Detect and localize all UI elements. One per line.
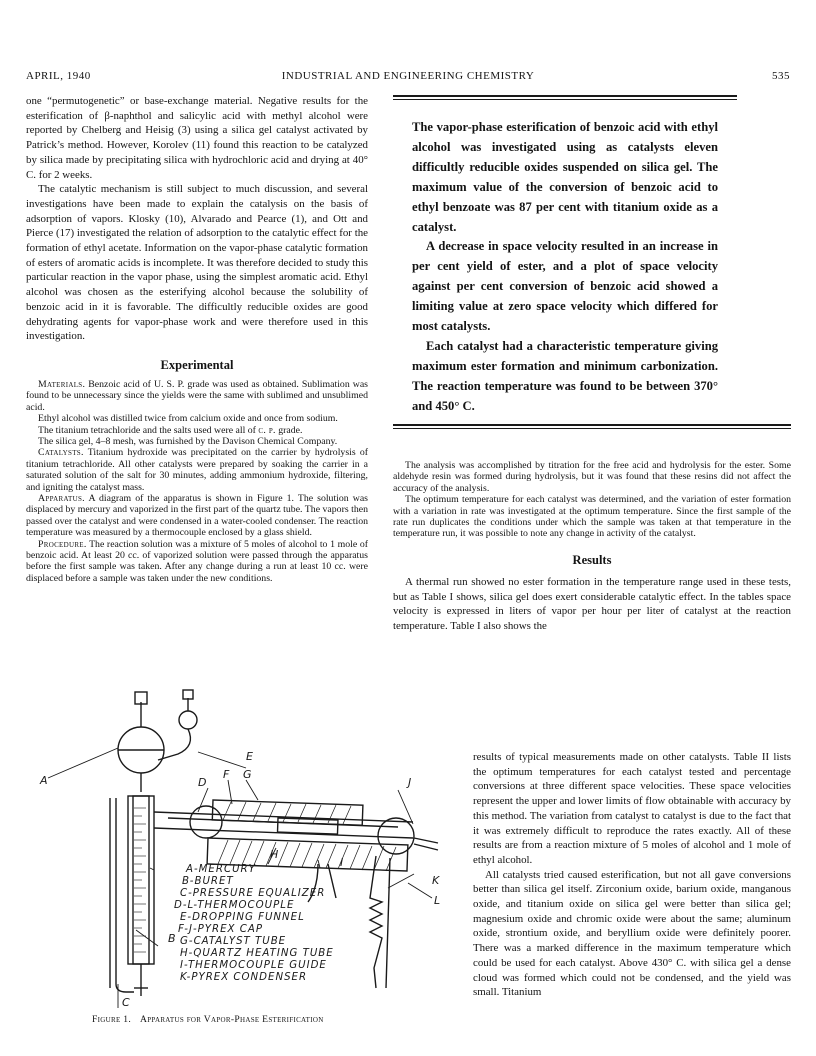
pyrex-cap-j (378, 818, 414, 854)
titanium-grade: grade. (278, 424, 303, 436)
titanium-paragraph (26, 425, 368, 436)
abstract-box (412, 118, 718, 417)
cp-grade: c. p. (258, 424, 276, 436)
results-continued: results of typical measurements made on other catalysts. Table II lists the optimum temperatures for each catalyst tested and percentage conversions at three different space velocities. These space velocities represent the upper and lower limits of flow obtainable with accuracy by this method. The variation from catalyst to catalyst is due to the fact that it was extremely difficult to reproduce the rates exactly. All of these results are from a reaction mixture of 5 moles of alcohol and 1 mole of ethyl alcohol. (473, 751, 791, 866)
abstract-paragraph-3: Each catalyst had a characteristic temperature giving maximum ester formation and minimum carbonization. The reaction temperature was found to be between 370° and 450° C. (412, 338, 718, 413)
results-paragraph: A thermal run showed no ester formation in the temperature range used in these tests, but as Table I shows, silica gel does exert considerable catalytic effect. In the tables space velocity is expressed in liters of vapor per hour per liter of catalyst at the reaction temperature. Table I also shows the (393, 575, 791, 632)
page-number: 535 (772, 70, 790, 82)
running-header (26, 70, 790, 84)
apparatus-paragraph (26, 493, 368, 539)
abstract-bottom-rule-2 (393, 428, 791, 429)
abstract-paragraph-2: A decrease in space velocity resulted in an increase in per cent yield of ester, and a plot of space velocity against per cent conversion of benzoic acid showed a limiting value at zero space velocity which differed for most catalysts. (412, 239, 718, 334)
legend-d-l: D-L-THERMOCOUPLE (174, 900, 295, 911)
procedure-paragraph (26, 539, 368, 585)
label-i: I (340, 856, 344, 869)
right-column-narrow (473, 750, 791, 1000)
silica-paragraph: The silica gel, 4–8 mesh, was furnished by the Davison Chemical Company. (38, 435, 338, 447)
analysis-paragraph: The analysis was accomplished by titration for the free acid and hydrolysis for the ester. Some aldehyde resin was formed during hydrolysis, but it was found that these resins did not affect the accuracy of the analysis. (393, 460, 791, 494)
intro-paragraph-1: one “permutogenetic” or base-exchange material. Negative results for the esterification of β-naphthol and salicylic acid with methyl alcohol were reported by Chelberg and Heisig (3) using a silica gel catalyst activated by Patrick’s method. However, Korolev (11) found this reaction to be catalyzed by silica made by precipitating silica with hydrochloric acid and drying at 40° C. for 2 weeks. (26, 95, 368, 181)
procedure-label: Procedure. (38, 538, 87, 550)
condenser (370, 856, 382, 988)
legend-a: A-MERCURY (186, 864, 256, 875)
apparatus-figure (18, 688, 478, 1008)
catalysts-label: Catalysts. (38, 447, 84, 459)
abstract-bottom-rule (393, 424, 791, 426)
catalysts-paragraph (26, 447, 368, 493)
legend-k: K-PYREX CONDENSER (180, 972, 308, 983)
legend-i: I-THERMOCOUPLE GUIDE (180, 960, 327, 971)
pressure-equalizer (116, 798, 134, 992)
figure-caption-label: Figure 1. (92, 1014, 132, 1025)
legend-g: G-CATALYST TUBE (180, 936, 287, 947)
legend-e: E-DROPPING FUNNEL (180, 912, 305, 923)
optimum-paragraph: The optimum temperature for each catalyst was determined, and the variation of ester formation with a variation in rate was investigated at the optimum temperature. Since the first sample of the rate run duplicates the conditions under which the sample was taken at that temperature in the temperature run, it was possible to note any change in activity of the catalyst. (393, 494, 791, 540)
legend-h: H-QUARTZ HEATING TUBE (180, 948, 334, 959)
ethyl-paragraph: Ethyl alcohol was distilled twice from calcium oxide and once from sodium. (38, 413, 338, 425)
apparatus-label: Apparatus. (38, 493, 85, 505)
intro-paragraph-2: The catalytic mechanism is still subject to much discussion, and several investigations have been made to explain the catalysis on the basis of adsorption of vapors. Klosky (10), Alvarado and Pearce (1), and Ott and Pierce (17) investigated the relation of adsorption to the catalytic effect for the formation of ethyl acetate. Information on the vapor-phase catalytic formation of esters of aromatic acids is incomplete. It was therefore decided to study this particular reaction in the vapor phase, using the simplest aromatic acid. Ethyl alcohol was chosen as the esterifying alcohol because the solubility of benzoic acid in it is favorable. The difficultly reducible oxides are good dehydrating agents for vapor-phase work and were therefore used in this investigation. (26, 183, 368, 343)
figure-caption (92, 1014, 324, 1025)
header-date: APRIL, 1940 (26, 70, 91, 82)
catalysts-comparison-paragraph: All catalysts tried caused esterification, but not all gave conversions better than silica gel itself. Zirconium oxide, barium oxide, manganous oxide, and titanium oxide on silica gel were better than silica gel; magnesium oxide and chromic oxide were about the same; aluminum oxide, strontium oxide, and beryllium oxide were definitely poorer. There was a marked difference in the maximum temperature which could be used for each catalyst. Above 430° C. with silica gel a dense cloud was formed which could not be condensed, and the yield was small. Titanium (473, 868, 791, 999)
section-heading-results: Results (572, 552, 612, 567)
abstract-paragraph-1: The vapor-phase esterification of benzoic acid with ethyl alcohol was investigated using as catalysts eleven difficultly reducible oxides suspended on silica gel. The maximum value of the conversion of benzoic acid to ethyl benzoate was 87 per cent with titanium oxide as a catalyst. (412, 120, 718, 234)
figure-caption-text: Apparatus for Vapor-Phase Esterification (140, 1014, 324, 1025)
label-g: G (243, 768, 252, 781)
legend-c: C-PRESSURE EQUALIZER (180, 888, 326, 899)
label-c: C (122, 996, 130, 1008)
materials-paragraph (26, 379, 368, 413)
label-f: F (223, 768, 230, 781)
label-h: H (270, 848, 279, 861)
legend-f-j: F-J-PYREX CAP (178, 924, 263, 935)
procedure-text: The reaction solution was a mixture of 5 moles of alcohol to 1 mole of benzoic acid. At least 20 cc. of vaporized solution were passed through the apparatus before the first sample was taken. After any change during a run at least 10 cc. were displaced before a sample was taken under the new conditions. (26, 538, 368, 584)
materials-label: Materials. (38, 378, 86, 390)
label-d: D (198, 776, 207, 789)
label-j: J (408, 776, 412, 789)
section-heading-experimental: Experimental (160, 357, 234, 372)
catalysts-text: Titanium hydroxide was precipitated on the carrier by hydrolysis of titanium tetrachloride. All other catalysts were prepared by soaking the carrier in a saturated solution of the salt for 30 minutes, adding ammonium hydroxide, filtering, and igniting the catalyst mass. (26, 447, 368, 493)
titanium-text: The titanium tetrachloride and the salts used were all of (38, 424, 256, 436)
label-e: E (246, 750, 253, 763)
label-l: L (434, 894, 441, 907)
abstract-top-rule-2 (393, 99, 737, 100)
materials-text: Benzoic acid of U. S. P. grade was used as obtained. Sublimation was found to be unnecessary since the yields were the same with sublimed and unsublimed acid. (26, 378, 368, 413)
label-k: K (432, 874, 440, 887)
abstract-top-rule (393, 95, 737, 97)
right-column-top (393, 460, 791, 634)
label-b: B (168, 932, 176, 945)
legend-b: B-BURET (182, 876, 234, 887)
left-column (26, 94, 368, 584)
apparatus-text: A diagram of the apparatus is shown in Figure 1. The solution was displaced by mercury and vaporized in the first part of the quartz tube. The vapors then passed over the catalyst and were condensed in a water-cooled condenser. The reaction temperature was measured by a thermocouple enclosed by a glass shield. (26, 493, 368, 539)
header-journal: INDUSTRIAL AND ENGINEERING CHEMISTRY (281, 70, 535, 82)
label-a: A (40, 774, 48, 787)
